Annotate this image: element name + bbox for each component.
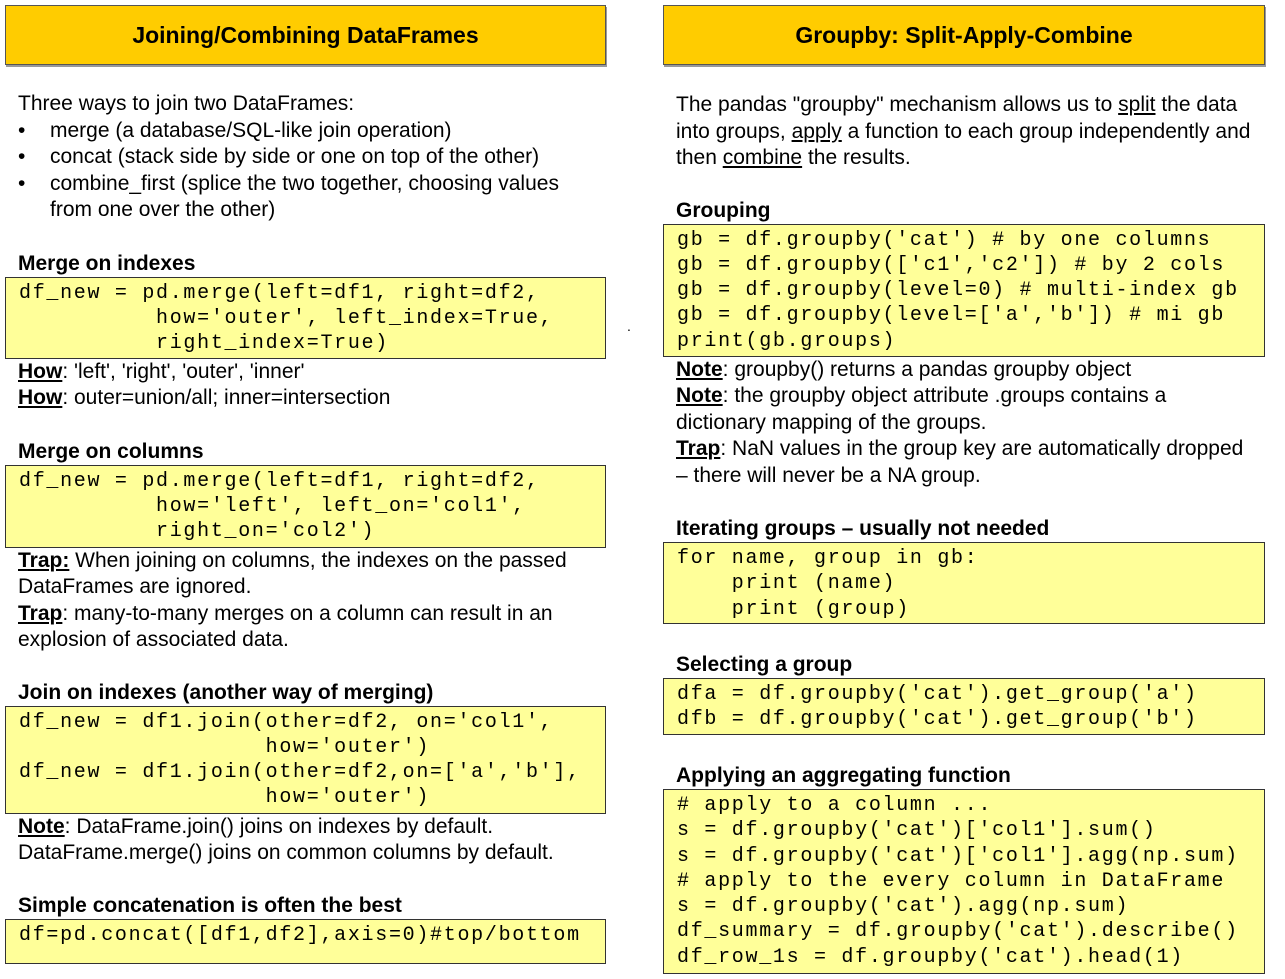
concat-heading: Simple concatenation is often the best	[18, 893, 402, 917]
how-keyword: How	[18, 386, 63, 409]
grouping-notes	[663, 357, 1265, 490]
combine-term: combine	[722, 146, 803, 169]
trap-keyword: Trap	[18, 601, 63, 625]
trap-text: : NaN values in the group key are automatically dropped – there will never be a NA group.	[676, 437, 1244, 487]
trap-note	[18, 548, 600, 601]
trap-note-text: : many-to-many merges on a column can result in an explosion of associated data.	[18, 601, 553, 651]
trap-keyword: Trap	[676, 437, 721, 460]
aggregating-code: # apply to a column ... s = df.groupby('cat')['col1'].sum() s = df.groupby('cat')['col1'].agg(np.sum) # apply to the every column in DataFrame s = df.groupby('cat').agg(np.sum) df_summary = df.groupby('cat').describe() df_row_1s = df.groupby('cat').head(1)	[663, 789, 1265, 974]
note-keyword: Note	[676, 357, 723, 381]
trap-line	[676, 436, 1259, 489]
join-indexes-note	[5, 814, 606, 867]
join-intro-lead: Three ways to join two DataFrames:	[18, 92, 355, 115]
iterating-code: for name, group in gb: print (name) print (group)	[663, 542, 1265, 624]
how-keyword: How	[18, 359, 63, 383]
how-note	[18, 385, 600, 412]
grouping-heading: Grouping	[676, 198, 771, 222]
merge-columns-heading: Merge on columns	[18, 439, 204, 463]
merge-columns-code: df_new = pd.merge(left=df1, right=df2, how='left', left_on='col1', right_on='col2')	[5, 465, 606, 548]
left-title-text: Joining/Combining DataFrames	[132, 21, 479, 48]
right-title-text: Groupby: Split-Apply-Combine	[795, 21, 1133, 48]
note-text: : groupby() returns a pandas groupby object	[722, 357, 1132, 381]
list-item: • merge (a database/SQL-like join operation)	[18, 118, 600, 145]
list-item: • combine_first (splice the two together, choosing values from one over the other)	[18, 171, 600, 224]
note-text: : DataFrame.join() joins on indexes by default. DataFrame.merge() joins on common columns by default.	[18, 814, 554, 864]
left-section-title	[5, 5, 606, 65]
left-column	[5, 0, 606, 964]
join-intro	[5, 91, 606, 224]
trap-keyword: Trap:	[18, 548, 70, 572]
right-section-title	[663, 5, 1265, 65]
selecting-heading: Selecting a group	[676, 653, 853, 676]
note-keyword: Note	[18, 814, 65, 838]
intro-text: the results.	[802, 146, 911, 169]
concat-code: df=pd.concat([df1,df2],axis=0)#top/bottom	[5, 919, 606, 964]
aggregating-heading: Applying an aggregating function	[676, 764, 1011, 787]
stray-dot: .	[627, 318, 631, 334]
note-keyword: Note	[676, 384, 723, 407]
split-term: split	[1118, 93, 1156, 116]
how-note-text: : outer=union/all; inner=intersection	[62, 386, 391, 409]
merge-indexes-code: df_new = pd.merge(left=df1, right=df2, how='outer', left_index=True, right_index=True)	[5, 277, 606, 359]
note-line	[676, 383, 1259, 436]
merge-columns-notes	[5, 548, 606, 654]
right-column	[663, 0, 1265, 974]
trap-note	[18, 601, 600, 654]
groupby-intro	[663, 92, 1265, 172]
join-methods-list	[18, 118, 600, 224]
trap-note-text: When joining on columns, the indexes on the passed DataFrames are ignored.	[18, 548, 567, 598]
note-text: : the groupby object attribute .groups contains a dictionary mapping of the groups.	[676, 384, 1167, 434]
intro-text: the data into groups,	[676, 93, 1238, 143]
join-indexes-code: df_new = df1.join(other=df2, on='col1', how='outer') df_new = df1.join(other=df2,on=['a','b'], how='outer')	[5, 706, 606, 814]
apply-term: apply	[791, 119, 842, 143]
selecting-code: dfa = df.groupby('cat').get_group('a') dfb = df.groupby('cat').get_group('b')	[663, 678, 1265, 735]
grouping-code: gb = df.groupby('cat') # by one columns gb = df.groupby(['c1','c2']) # by 2 cols gb = df.groupby(level=0) # multi-index gb gb = df.groupby(level=['a','b']) # mi gb print(gb.groups)	[663, 224, 1265, 357]
how-note	[18, 359, 600, 386]
how-note-text: : 'left', 'right', 'outer', 'inner'	[62, 359, 305, 383]
join-indexes-heading: Join on indexes (another way of merging)	[18, 680, 434, 704]
merge-indexes-notes	[5, 359, 606, 412]
intro-text: a function to each group independently and then	[676, 119, 1251, 169]
merge-indexes-heading: Merge on indexes	[18, 251, 196, 275]
iterating-heading: Iterating groups – usually not needed	[676, 517, 1050, 540]
intro-text: The pandas "groupby" mechanism allows us to	[676, 93, 1119, 116]
list-item: • concat (stack side by side or one on top of the other)	[18, 144, 600, 171]
note-line	[676, 357, 1259, 384]
